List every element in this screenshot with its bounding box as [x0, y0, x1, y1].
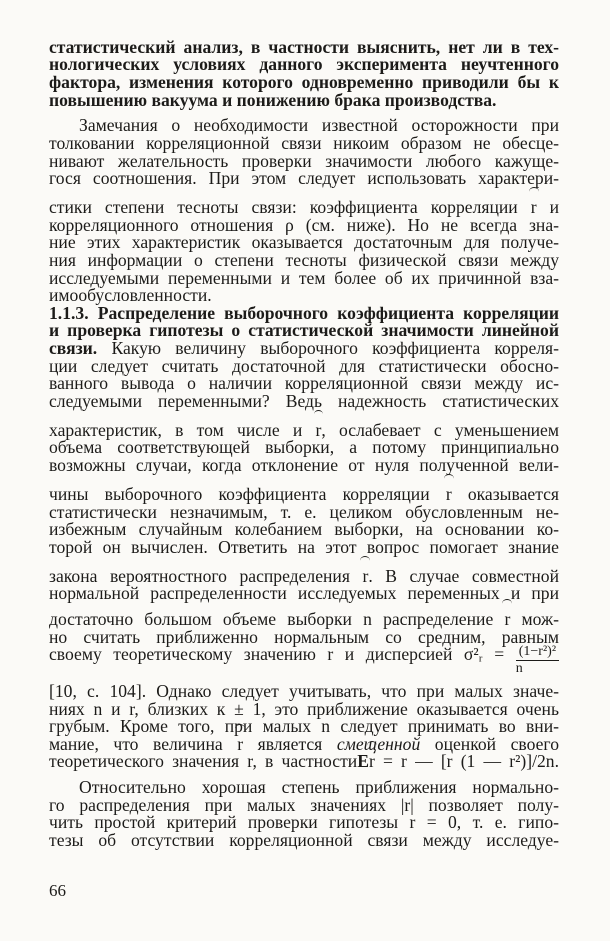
line-text: повышению вакуума и понижению брака производства. — [49, 90, 497, 110]
line-text: статистический анализ, в частности выяснить, нет ли в тех- — [49, 37, 559, 57]
line-text: ния информации о степени тесноты физической связи между — [49, 250, 559, 270]
line-text: чить простой критерий проверки гипотезы r = 0, т. е. гипо- — [49, 812, 559, 832]
hat-symbol: r — [237, 734, 244, 754]
line-text: избежным случайным колебанием выборки, на основании ко- — [49, 519, 559, 539]
line-text: мание, что величина — [49, 734, 223, 754]
text-line — [49, 644, 559, 676]
hat-symbol: r — [315, 420, 322, 440]
line-text: чины выборочного коэффициента корреляции — [49, 484, 430, 504]
line-text: теоретического значения r, в частности — [49, 751, 358, 771]
line-text: тезы об отсутствии корреляционной связи между исследуе- — [49, 830, 559, 850]
line-text-after: мож- — [510, 609, 559, 629]
text-line — [49, 583, 559, 605]
hat-symbol: r — [504, 609, 511, 629]
hat-symbol: r — [445, 484, 452, 504]
line-text: следуемыми переменными? Ведь надежность статистических — [49, 391, 559, 411]
line-text: Какую величину выборочного коэффициента корреля- — [97, 338, 559, 358]
line-text: [10, с. 104]. Однако следует учитывать, что при малых значе- — [49, 681, 559, 701]
line-text: 1.1.3. Распределение выборочного коэффициента корреляции — [49, 303, 559, 323]
bold-run: связи. — [49, 338, 98, 358]
line-text: толковании корреляционной связи никоим образом не обесце- — [49, 133, 559, 153]
line-text-after: . В случае совместной — [368, 566, 559, 586]
line-text: ванного вывода о наличии корреляционной связи между ис- — [49, 373, 559, 393]
line-text: корреляционного отношения ρ (см. ниже). Но не всегда зна- — [49, 215, 559, 235]
line-text: Замечания о необходимости известной осторожности при — [79, 115, 559, 135]
hat-symbol: r — [368, 751, 375, 771]
line-text: ниях n и r, близких к ± 1, это приближение оказывается очень — [49, 699, 559, 719]
line-text: своему теоретическому значению r и дисперсией σ²ᵣ = — [49, 644, 505, 664]
text-line — [49, 168, 559, 190]
line-text-after2: оценкой своего — [420, 734, 559, 754]
fraction-denominator: n — [515, 661, 523, 676]
line-text: торой он вычислен. Ответить на этот вопрос помогает знание — [49, 537, 559, 557]
line-text-after: = r — [r (1 — r²)]/2n. — [374, 751, 559, 771]
line-text: стики степени тесноты связи: коэффициента корреляции — [49, 197, 518, 217]
line-text: ции следует считать достаточной для статистически обосно- — [49, 356, 559, 376]
line-text: го распределения при малых значениях |r| позволяет полу- — [49, 795, 559, 815]
line-text: нологических условиях данного эксперимента неучтенного — [49, 54, 559, 74]
line-text: и проверка гипотезы о статистической значимости линейной — [49, 320, 559, 340]
line-text: Относительно хорошая степень приближения нормально- — [79, 777, 559, 797]
line-text: достаточно большом объеме выборки n распределение — [49, 609, 494, 629]
italic-run: смещенной — [336, 734, 421, 754]
line-text: гося соотношения. При этом следует использовать характери- — [49, 168, 559, 188]
line-text: грубым. Кроме того, при малых n следует принимать во вни- — [49, 716, 559, 736]
text-line — [49, 751, 559, 773]
fraction — [516, 645, 559, 676]
line-text: исследуемыми переменными и тем более об их причинной вза- — [49, 268, 559, 288]
line-text-after: , ослабевает с уменьшением — [321, 420, 559, 440]
text-line — [49, 830, 559, 852]
line-text: объема соответствующей выборки, а потому принципиально — [49, 437, 559, 457]
fraction-numerator: (1−r²)² — [516, 645, 559, 661]
line-text: ние этих характеристик оказывается достаточным для получе- — [49, 232, 559, 252]
line-text: возможны случаи, когда отклонение от нуля полученной вели- — [49, 455, 559, 475]
line-text-after: и — [536, 197, 559, 217]
bold-E: E — [357, 751, 369, 771]
text-line — [49, 455, 559, 477]
line-text: характеристик, в том числе и — [49, 420, 303, 440]
line-text-after: является — [243, 734, 323, 754]
text-line — [49, 391, 559, 413]
line-text: статистически незначимым, т. е. целиком обусловленным не- — [49, 502, 559, 522]
line-text: нормальной распределенности исследуемых переменных и при — [49, 583, 559, 603]
line-text: но считать приближенно нормальным со средним, равным — [49, 627, 559, 647]
line-text: имообусловленности. — [49, 285, 212, 305]
line-text: закона вероятностного распределения — [49, 566, 350, 586]
line-text: нивают желательность проверки значимости любого кажуще- — [49, 151, 559, 171]
line-text-after: оказывается — [451, 484, 559, 504]
text-line — [49, 90, 559, 112]
line-text: фактора, изменения которого одновременно приводили бы к — [49, 72, 559, 92]
page-number: 66 — [49, 881, 66, 900]
hat-symbol: r — [530, 197, 537, 217]
text-line — [49, 537, 559, 559]
hat-symbol: r — [362, 566, 369, 586]
